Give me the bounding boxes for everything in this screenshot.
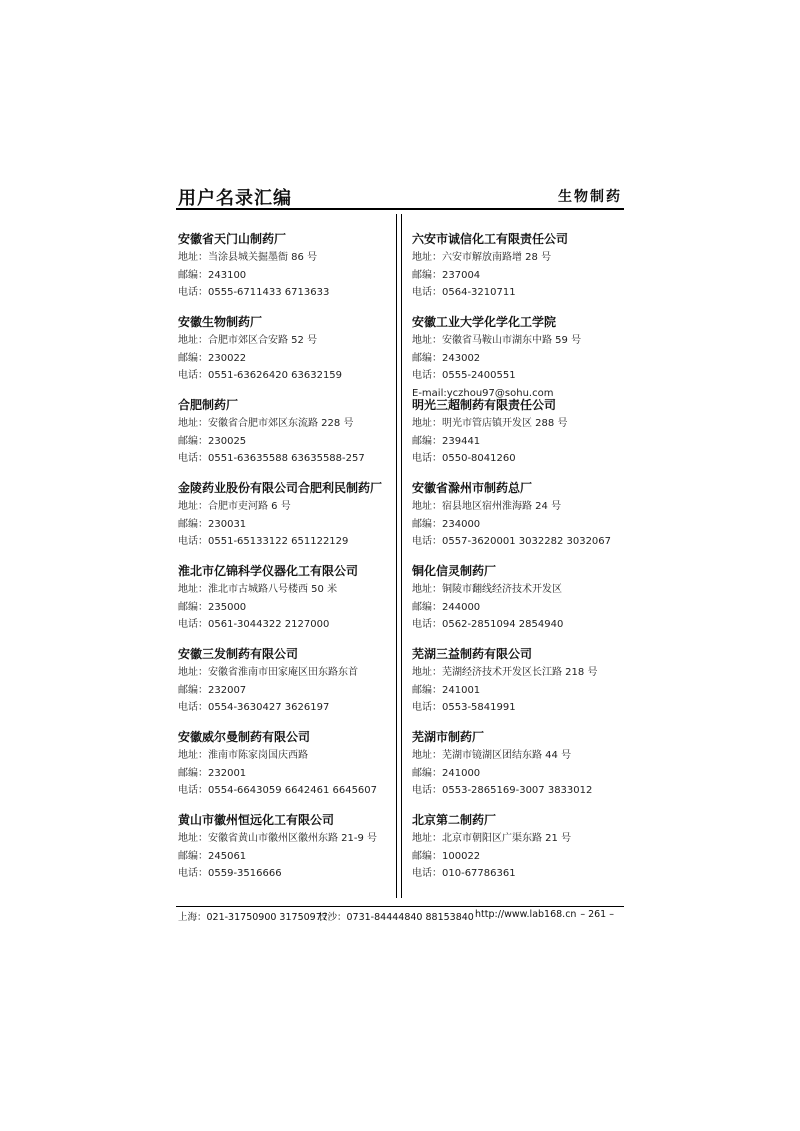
directory-column-left <box>178 230 393 894</box>
company-detail-line: 电话：010-67786361 <box>412 868 516 879</box>
company-name: 安徽威尔曼制药有限公司 <box>178 730 311 744</box>
company-entry <box>412 230 627 313</box>
company-detail-line: 地址：合肥市郊区合安路 52 号 <box>178 335 318 346</box>
company-detail-line: 地址：当涂县城关掘墨衙 86 号 <box>178 252 318 263</box>
company-detail-line: 地址：六安市解放南路增 28 号 <box>412 252 552 263</box>
company-name: 芜湖市制药厂 <box>412 730 485 744</box>
page-header-category: 生物制药 <box>558 189 622 205</box>
company-entry <box>178 479 393 562</box>
footer-rule <box>176 906 624 907</box>
company-detail-line: 地址：淮南市陈家岗国庆西路 <box>178 750 308 761</box>
company-name: 铜化信灵制药厂 <box>412 564 497 578</box>
company-detail-line: 邮编：100022 <box>412 850 481 862</box>
company-detail-line: 地址：安徽省黄山市徽州区徽州东路 21-9 号 <box>178 833 378 844</box>
company-detail-line: 地址：安徽省合肥市郊区东流路 228 号 <box>178 418 354 429</box>
company-detail-line: 邮编：243100 <box>178 269 247 281</box>
company-detail-line: 电话：0550-8041260 <box>412 453 516 464</box>
company-entry <box>178 728 393 811</box>
company-detail-line: 邮编：243002 <box>412 352 481 364</box>
company-detail-line: 电话：0555-2400551 <box>412 370 516 381</box>
company-detail-line: 地址：宿县地区宿州淮海路 24 号 <box>412 501 562 512</box>
company-name: 安徽省天门山制药厂 <box>178 232 287 246</box>
company-entry <box>412 645 627 728</box>
company-name: 安徽工业大学化学化工学院 <box>412 315 557 329</box>
company-entry <box>178 230 393 313</box>
company-name: 淮北市亿锦科学仪器化工有限公司 <box>178 564 359 578</box>
company-detail-line: 电话：0551-63635588 63635588-257 <box>178 453 365 464</box>
company-name: 金陵药业股份有限公司合肥利民制药厂 <box>178 481 383 495</box>
company-detail-line: 邮编：237004 <box>412 269 481 281</box>
company-detail-line: 邮编：234000 <box>412 518 481 530</box>
company-detail-line: 邮编：230031 <box>178 518 247 530</box>
column-divider <box>396 214 402 898</box>
company-detail-line: 电话：0559-3516666 <box>178 868 282 879</box>
company-detail-line: 邮编：235000 <box>178 601 247 613</box>
company-detail-line: 电话：0553-5841991 <box>412 702 516 713</box>
company-entry <box>178 313 393 396</box>
company-name: 安徽三发制药有限公司 <box>178 647 299 661</box>
company-detail-line: 地址：安徽省淮南市田家庵区田东路东首 <box>178 667 358 678</box>
footer-changsha-phone: 长沙：0731-84444840 88153840 <box>318 912 474 923</box>
company-detail-line: 邮编：230025 <box>178 435 247 447</box>
company-entry <box>412 396 627 479</box>
company-detail-line: 电话：0554-3630427 3626197 <box>178 702 330 713</box>
company-entry <box>178 645 393 728</box>
footer-website-link[interactable]: http://www.lab168.cn <box>475 909 577 920</box>
company-detail-line: 邮编：245061 <box>178 850 247 862</box>
company-detail-line: 地址：淮北市古城路八号楼西 50 米 <box>178 584 338 595</box>
company-entry <box>412 728 627 811</box>
company-detail-line: E-mail:yczhou97@sohu.com <box>412 387 554 399</box>
company-name: 北京第二制药厂 <box>412 813 497 827</box>
company-detail-line: 邮编：232001 <box>178 767 247 779</box>
company-name: 六安市诚信化工有限责任公司 <box>412 232 569 246</box>
company-detail-line: 电话：0555-6711433 6713633 <box>178 287 330 298</box>
company-entry <box>178 811 393 894</box>
company-detail-line: 电话：0561-3044322 2127000 <box>178 619 330 630</box>
company-detail-line: 邮编：244000 <box>412 601 481 613</box>
company-detail-line: 邮编：232007 <box>178 684 247 696</box>
company-detail-line: 邮编：230022 <box>178 352 247 364</box>
company-entry <box>412 562 627 645</box>
company-entry <box>412 313 627 399</box>
company-detail-line: 地址：明光市管店镇开发区 288 号 <box>412 418 568 429</box>
company-detail-line: 邮编：239441 <box>412 435 481 447</box>
company-detail-line: 电话：0557-3620001 3032282 3032067 <box>412 536 612 547</box>
company-detail-line: 电话：0553-2865169-3007 3833012 <box>412 785 593 796</box>
company-detail-line: 电话：0564-3210711 <box>412 287 516 298</box>
company-name: 安徽生物制药厂 <box>178 315 263 329</box>
company-detail-line: 地址：芜湖经济技术开发区长江路 218 号 <box>412 667 598 678</box>
footer-shanghai-phone: 上海：021-31750900 31750977 <box>178 912 328 923</box>
page-number: – 261 – <box>580 909 614 920</box>
company-name: 芜湖三益制药有限公司 <box>412 647 533 661</box>
header-rule <box>176 208 624 210</box>
company-entry <box>412 479 627 562</box>
company-detail-line: 电话：0562-2851094 2854940 <box>412 619 564 630</box>
company-detail-line: 电话：0551-65133122 651122129 <box>178 536 349 547</box>
company-name: 合肥制药厂 <box>178 398 239 412</box>
company-detail-line: 地址：芜湖市镜湖区团结东路 44 号 <box>412 750 572 761</box>
company-entry <box>412 811 627 894</box>
company-detail-line: 地址：合肥市吏河路 6 号 <box>178 501 291 512</box>
company-detail-line: 邮编：241000 <box>412 767 481 779</box>
company-name: 黄山市徽州恒远化工有限公司 <box>178 813 335 827</box>
company-entry <box>178 396 393 479</box>
company-detail-line: 电话：0554-6643059 6642461 6645607 <box>178 785 378 796</box>
company-name: 明光三超制药有限责任公司 <box>412 398 557 412</box>
company-entry <box>178 562 393 645</box>
company-name: 安徽省滁州市制药总厂 <box>412 481 533 495</box>
page-header-title: 用户名录汇编 <box>178 188 292 209</box>
directory-column-right <box>412 230 627 894</box>
company-detail-line: 邮编：241001 <box>412 684 481 696</box>
company-detail-line: 电话：0551-63626420 63632159 <box>178 370 343 381</box>
company-detail-line: 地址：安徽省马鞍山市湖东中路 59 号 <box>412 335 582 346</box>
company-detail-line: 地址：北京市朝阳区广渠东路 21 号 <box>412 833 572 844</box>
company-detail-line: 地址：铜陵市翻线经济技术开发区 <box>412 584 562 595</box>
